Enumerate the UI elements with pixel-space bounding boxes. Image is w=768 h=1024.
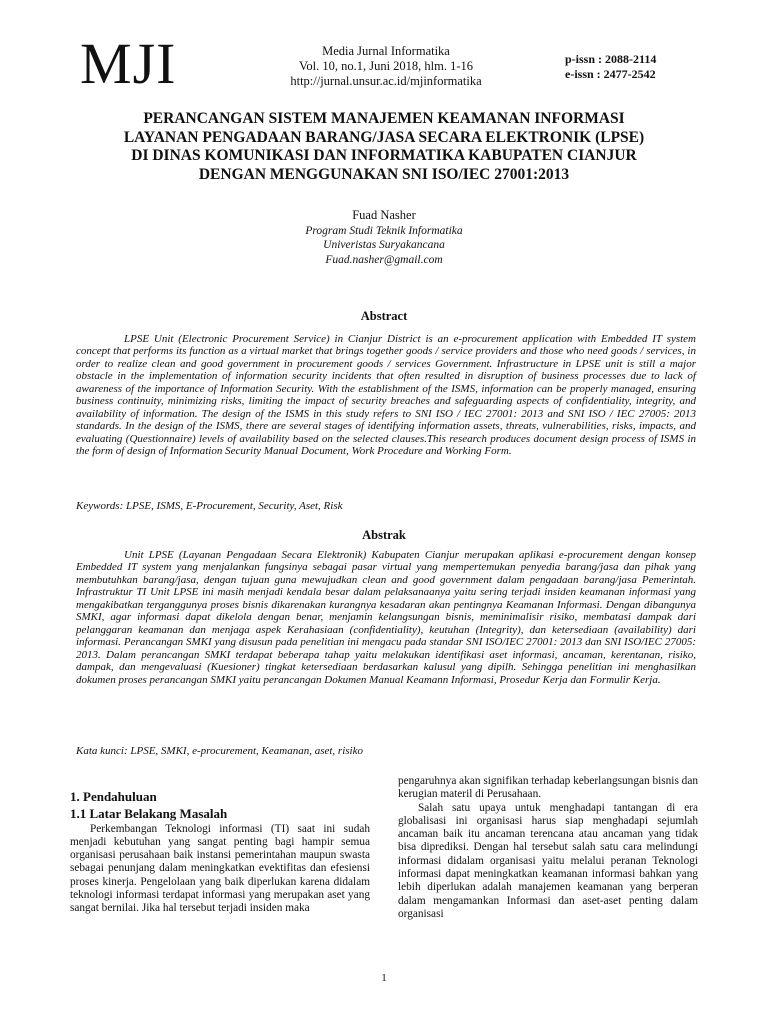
paragraph: Salah satu upaya untuk menghadapi tantangan di era globalisasi ini organisasi harus siap menghadapi sejumlah ancaman baik itu ancaman terencana atau ancaman yang tidak bisa diprediksi. Dengan hal tersebut salah satu cara melindungi informasi didalam organisasi yaitu melalui peranan Teknologi informasi dapat meningkatkan keamanan informasi bahkan yang lebih diperlukan adalah manajemen keamanan yang berperan dalam mengamankan Informasi dan aset-aset penting dalam organisasi: [398, 801, 698, 920]
abstrak-body: [76, 549, 696, 686]
page-number: 1: [381, 972, 387, 984]
author-name: Fuad Nasher: [352, 208, 416, 222]
abstract-text: LPSE Unit (Electronic Procurement Service) in Cianjur District is an e-procurement application with Embedded IT system concept that performs its function as a virtual market that brings together goods / service providers and those who need goods / services, in order to realize clean and good government in procurement goods / services Government. Infrastructure in LPSE unit is still a major obstacle in the implementation of information security incidents that often resulted in disruption of business processes due to lack of awareness of the importance of Information Security. With the establishment of the ISMS, information can be properly managed, ensuring business continuity, minimizing risks, limiting the impact of security breaches and safeguarding aspects of confidentiality, integrity, and availability of information. The design of the ISMS in this study refers to SNI ISO / IEC 27001: 2013 and SNI ISO / IEC 27005: 2013 standards. In the design of the ISMS, there are several stages of identifying information assets, threats, vulnerabilities, risks, impacts, and evaluating (Questionnaire) levels of availability based on the selected clauses.This research produces document design process of ISMS in the form of design of Information Security Manual Document, Work Procedure and Working Form.: [76, 333, 696, 458]
title-line: DENGAN MENGGUNAKAN SNI ISO/IEC 27001:2013: [198, 165, 570, 183]
paragraph: Perkembangan Teknologi informasi (TI) saat ini sudah menjadi kebutuhan yang sangat penting bagi hampir semua organisasi perusahaan baik instansi pemerintahan maupun swasta sebagai penunjang dalam meningkatkan evektifitas dan efesiensi proses kinerja. Pengelolaan yang baik diperlukan karena didalam teknologi informasi terdapat informasi yang merupakan aset yang sangat bernilai. Jika hal tersebut terjadi insiden maka: [70, 822, 370, 915]
abstract-heading: Abstract: [360, 309, 408, 323]
left-column: [70, 790, 370, 916]
abstrak-heading: Abstrak: [362, 528, 406, 542]
abstrak-text: Unit LPSE (Layanan Pengadaan Secara Elektronik) Kabupaten Cianjur merupakan aplikasi e-procurement dengan konsep Embedded IT system yang menjalankan fungsinya sebagai pasar virtual yang mempertemukan penyedia barang/jasa dan pihak yang membutuhkan barang/jasa, dengan tujuan guna mewujudkan clean and good government dalam pengadaan barang/jasa Pemerintah. Infrastruktur TI Unit LPSE ini masih menjadi kendala besar dalam pelaksanaanya yaitu sering terjadi insiden keamanan informasi yang mengakibatkan terganggunya proses bisnis dikarenakan kurangnya kesadaran akan pentingnya Keamanan Informasi. Dengan dibangunya SMKI, agar informasi dapat dikelola dengan benar, menjamin kelangsungan bisnis, meminimalisir risiko, membatasi dampak dari pelanggaran keamanan dan menjaga aspek Kerahasiaan (confidentiality), keutuhan (Integrity), dan ketersediaan (availability) dari informasi. Perancangan SMKI yang disusun pada penelitian ini mengacu pada standar SNI ISO/IEC 27001: 2013 dan SNI ISO/IEC 27005: 2013. Dalam perancangan SMKI terdapat beberapa tahap yaitu melakukan identifikasi aset informasi, ancaman, kerentanan, risiko, dampak, dan mengevaluasi (Kuesioner) tingkat ketersediaan berdasarkan kalusul yang dipilh. Sehingga penelitian ini menghasilkan dokumen proses perancangan SMKI yaitu perancangan Dokumen Manual Keamann Informasi, Prosedur Kerja dan Formulir Kerja.: [76, 549, 696, 686]
paper-title: [40, 110, 728, 184]
journal-logo: MJI: [80, 31, 177, 96]
journal-name: Media Jurnal Informatika: [322, 44, 450, 58]
journal-info: [250, 44, 522, 89]
paragraph: pengaruhnya akan signifikan terhadap keberlangsungan bisnis dan kerugian materil di Perusahaan.: [398, 775, 698, 801]
title-line: LAYANAN PENGADAAN BARANG/JASA SECARA ELEKTRONIK (LPSE): [123, 128, 645, 146]
author-block: [0, 208, 768, 267]
author-program: Program Studi Teknik Informatika: [305, 224, 463, 237]
subsection-heading: 1.1 Latar Belakang Masalah: [70, 806, 228, 822]
abstract-body: [76, 333, 696, 458]
author-university: Univeristas Suryakancana: [323, 239, 445, 251]
journal-volume: Vol. 10, no.1, Juni 2018, hlm. 1-16: [298, 59, 474, 73]
section-heading: 1. Pendahuluan: [70, 789, 157, 804]
e-issn: e-issn : 2477-2542: [565, 67, 656, 81]
journal-url[interactable]: http://jurnal.unsur.ac.id/mjinformatika: [290, 74, 482, 88]
title-line: PERANCANGAN SISTEM MANAJEMEN KEAMANAN INFORMASI: [143, 110, 625, 127]
author-email[interactable]: Fuad.nasher@gmail.com: [325, 253, 443, 266]
abstrak-keywords: Kata kunci: LPSE, SMKI, e-procurement, Keamanan, aset, risiko: [76, 745, 363, 757]
issn-block: [565, 52, 656, 82]
p-issn: p-issn : 2088-2114: [565, 52, 657, 66]
abstract-keywords: Keywords: LPSE, ISMS, E-Procurement, Security, Aset, Risk: [76, 500, 343, 512]
title-line: DI DINAS KOMUNIKASI DAN INFORMATIKA KABUPATEN CIANJUR: [131, 147, 637, 164]
right-column: [398, 775, 698, 921]
